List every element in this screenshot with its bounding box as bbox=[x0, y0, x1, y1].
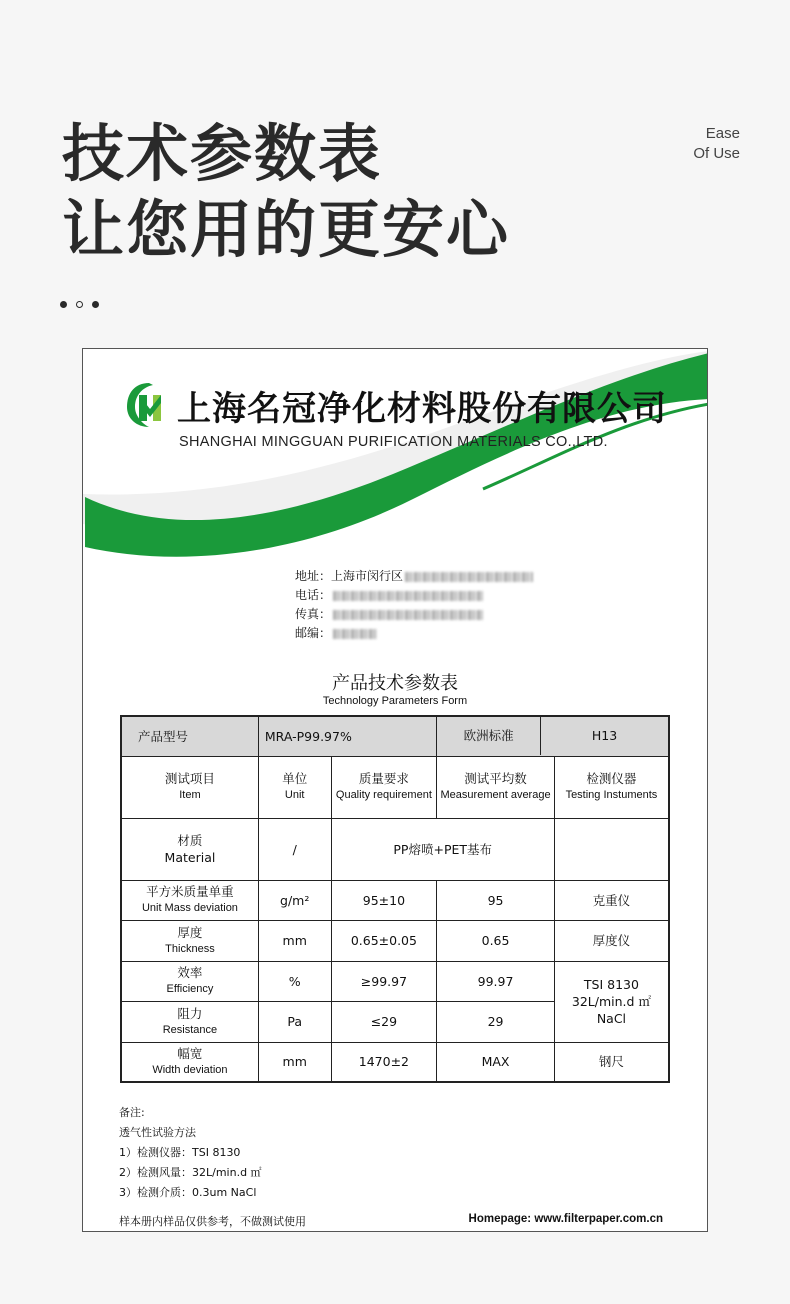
header-unit-en: Unit bbox=[284, 789, 305, 801]
row-average: 99.97 bbox=[437, 961, 555, 1001]
row-item bbox=[121, 961, 258, 1001]
notes-item: 3）检测介质：0.3um NaCl bbox=[119, 1186, 257, 1199]
row-instrument: 钢尺 bbox=[554, 1042, 669, 1082]
notes-title: 备注: bbox=[119, 1106, 145, 1119]
row-unit: g/m² bbox=[258, 880, 331, 920]
header-quality-en: Quality requirement bbox=[335, 789, 432, 801]
fax-label: 传真： bbox=[294, 607, 331, 621]
notes-block bbox=[119, 1103, 262, 1203]
address-row bbox=[251, 567, 533, 586]
row-item-cn: 阻力 bbox=[177, 1005, 203, 1021]
address-value: 上海市闵行区 bbox=[331, 569, 404, 583]
form-subtitle: Technology Parameters Form bbox=[322, 695, 468, 707]
row-item bbox=[121, 818, 258, 880]
row-average: 0.65 bbox=[437, 920, 555, 961]
notes-item: 1）检测仪器：TSI 8130 bbox=[119, 1146, 241, 1159]
tagline bbox=[693, 124, 740, 164]
header-instrument-en: Testing Instuments bbox=[565, 789, 658, 801]
header-instrument-cn: 检测仪器 bbox=[586, 771, 637, 786]
header-average bbox=[437, 756, 555, 818]
redacted-zip bbox=[333, 629, 377, 639]
shared-instrument-line1: TSI 8130 bbox=[583, 977, 639, 992]
notes-item: 2）检测风量：32L/min.d ㎡ bbox=[119, 1166, 262, 1179]
row-item bbox=[121, 1042, 258, 1082]
row-item-en: Efficiency bbox=[166, 983, 214, 995]
contact-block bbox=[251, 567, 533, 643]
row-instrument: 厚度仪 bbox=[554, 920, 669, 961]
header-item-en: Item bbox=[179, 789, 201, 801]
row-item-en: Width deviation bbox=[152, 1063, 228, 1076]
spec-table bbox=[120, 715, 670, 1083]
shared-instrument-line2: 32L/min.d ㎡ bbox=[571, 994, 651, 1009]
zip-label: 邮编： bbox=[294, 626, 331, 640]
model-label: 产品型号 bbox=[121, 716, 258, 756]
table-row bbox=[121, 880, 669, 920]
row-requirement: PP熔喷+PET基布 bbox=[331, 818, 554, 880]
row-requirement: ≤29 bbox=[331, 1001, 437, 1042]
row-item-cn: 厚度 bbox=[177, 924, 203, 940]
phone-label: 电话： bbox=[294, 588, 331, 602]
row-unit: mm bbox=[258, 920, 331, 961]
model-cell bbox=[258, 716, 436, 756]
spec-document bbox=[82, 348, 708, 1232]
dot-hollow bbox=[76, 301, 83, 308]
row-item-cn: 幅宽 bbox=[177, 1045, 203, 1061]
row-instrument: 克重仪 bbox=[554, 880, 669, 920]
fax-row bbox=[251, 605, 533, 624]
hero-title-line1: 技术参数表 bbox=[62, 117, 383, 190]
row-item-cn: 材质 bbox=[177, 833, 203, 848]
standard-value: H13 bbox=[591, 728, 618, 744]
mingguan-logo-icon bbox=[123, 379, 175, 431]
tagline-line1: Ease bbox=[705, 125, 740, 142]
table-row bbox=[121, 818, 669, 880]
form-title: 产品技术参数表 bbox=[332, 673, 458, 694]
row-average: 95 bbox=[437, 880, 555, 920]
tagline-line2: Of Use bbox=[693, 145, 740, 162]
model-value: MRA-P99.97% bbox=[264, 728, 352, 744]
row-item-en: Resistance bbox=[162, 1023, 218, 1036]
dot-filled bbox=[92, 301, 99, 308]
zip-row bbox=[251, 624, 533, 643]
header-instrument bbox=[554, 756, 669, 818]
row-unit: / bbox=[258, 818, 331, 880]
row-item-en: Thickness bbox=[165, 942, 215, 955]
dot-filled bbox=[60, 301, 67, 308]
header-average-en: Measurement average bbox=[440, 789, 551, 801]
row-requirement: ≥99.97 bbox=[331, 961, 437, 1001]
redacted-phone bbox=[333, 591, 483, 601]
address-label: 地址： bbox=[294, 569, 331, 583]
company-name-en: SHANGHAI MINGGUAN PURIFICATION MATERIALS CO.,LTD. bbox=[179, 434, 608, 450]
header-quality-cn: 质量要求 bbox=[358, 771, 409, 786]
hero-title bbox=[62, 116, 510, 268]
header-average-cn: 测试平均数 bbox=[464, 771, 527, 786]
notes-subtitle: 透气性试验方法 bbox=[119, 1126, 196, 1139]
row-item-cn: 平方米质量单重 bbox=[146, 884, 234, 899]
hero-title-line2: 让您用的更安心 bbox=[62, 193, 511, 266]
company-name-cn: 上海名冠净化材料股份有限公司 bbox=[177, 389, 667, 429]
row-item bbox=[121, 1001, 258, 1042]
header-unit-cn: 单位 bbox=[282, 771, 308, 786]
header-quality bbox=[331, 756, 437, 818]
row-item bbox=[121, 920, 258, 961]
row-requirement: 1470±2 bbox=[331, 1042, 437, 1082]
phone-row bbox=[251, 586, 533, 605]
shared-instrument bbox=[554, 961, 669, 1042]
pagination-dots bbox=[60, 301, 99, 308]
row-requirement: 95±10 bbox=[331, 880, 437, 920]
footer-disclaimer: 样本册内样品仅供参考，不做测试使用 bbox=[119, 1215, 306, 1228]
row-item-en: Material bbox=[164, 850, 216, 865]
row-requirement: 0.65±0.05 bbox=[331, 920, 437, 961]
redacted-fax bbox=[333, 610, 483, 620]
row-instrument bbox=[554, 818, 669, 880]
header-item-cn: 测试项目 bbox=[164, 771, 215, 786]
table-row bbox=[121, 961, 669, 1001]
standard-cell bbox=[437, 716, 669, 756]
row-item-en: Unit Mass deviation bbox=[141, 902, 238, 914]
header-unit bbox=[258, 756, 331, 818]
redacted-address bbox=[405, 572, 533, 582]
table-row bbox=[121, 1042, 669, 1082]
shared-instrument-line3: NaCl bbox=[596, 1011, 627, 1026]
table-row bbox=[121, 920, 669, 961]
row-unit: % bbox=[258, 961, 331, 1001]
row-item-cn: 效率 bbox=[177, 965, 203, 980]
row-unit: mm bbox=[258, 1042, 331, 1082]
header-item bbox=[121, 756, 258, 818]
model-row bbox=[121, 716, 669, 756]
row-average: 29 bbox=[437, 1001, 555, 1042]
row-item bbox=[121, 880, 258, 920]
row-average: MAX bbox=[437, 1042, 555, 1082]
header-row bbox=[121, 756, 669, 818]
row-unit: Pa bbox=[258, 1001, 331, 1042]
standard-label: 欧洲标准 bbox=[437, 717, 541, 755]
footer-homepage: Homepage: www.filterpaper.com.cn bbox=[468, 1213, 663, 1225]
